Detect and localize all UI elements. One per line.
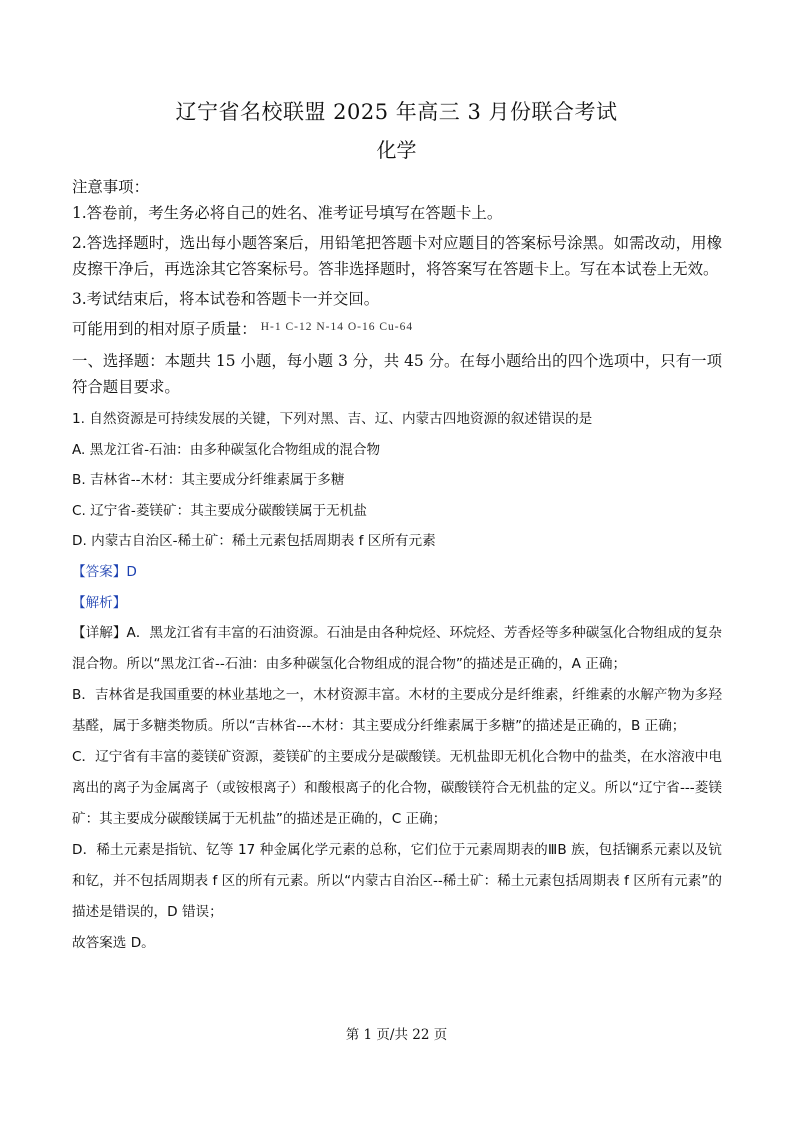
atomic-mass-values: H-1 C-12 N-14 O-16 Cu-64 — [260, 321, 414, 333]
question-1-option-b: B. 吉林省--木材：其主要成分纤维素属于多糖 — [72, 472, 345, 489]
question-1-stem: 1. 自然资源是可持续发展的关键，下列对黑、吉、辽、内蒙古四地资源的叙述错误的是 — [72, 411, 593, 427]
exam-subject: 化学 — [376, 138, 417, 162]
notice-item-1: 1.答卷前，考生务必将自己的姓名、准考证号填写在答题卡上。 — [72, 204, 503, 222]
analysis-tag: 【解析】 — [72, 594, 127, 611]
notice-item-3: 3.考试结束后，将本试卷和答题卡一并交回。 — [72, 290, 380, 308]
detail-c: C．辽宁省有丰富的菱镁矿资源，菱镁矿的主要成分是碳酸镁。无机盐即无机化合物中的盐类，在水溶液中电离出的离子为金属离子（或铵根离子）和酸根离子的化合物，碳酸镁符合无机盐的定义。所以“辽宁省---菱镁矿：其主要成分碳酸镁属于无机盐”的描述是正确的，C 正确； — [72, 749, 722, 828]
page-number: 第 1 页/共 22 页 — [345, 1027, 448, 1043]
atomic-mass-label: 可能用到的相对原子质量： — [72, 320, 257, 338]
atomic-mass-line — [72, 316, 722, 344]
question-1-option-d: D. 内蒙古自治区-稀土矿：稀土元素包括周期表 f 区所有元素 — [72, 533, 436, 550]
detail-d: D．稀土元素是指钪、钇等 17 种金属化学元素的总称，它们位于元素周期表的ⅢB 族，包括镧系元素以及钪和钇，并不包括周期表 f 区的所有元素。所以“内蒙古自治区--稀土矿：稀土元素包括周期表 f 区所有元素”的描述是错误的，D 错误； — [72, 842, 722, 921]
notice-item-2: 2.答选择题时，选出每小题答案后，用铅笔把答题卡对应题目的答案标号涂黑。如需改动，用橡皮擦干净后，再选涂其它答案标号。答非选择题时，将答案写在答题卡上。写在本试卷上无效。 — [72, 234, 722, 278]
answer-tag: 【答案】D — [72, 563, 137, 580]
section-heading: 一、选择题：本题共 15 小题，每小题 3 分，共 45 分。在每小题给出的四个选项中，只有一项符合题目要求。 — [72, 352, 722, 396]
question-1-option-a: A. 黑龙江省-石油：由多种碳氢化合物组成的混合物 — [72, 441, 381, 458]
notice-heading: 注意事项： — [72, 178, 149, 196]
answer-conclusion: 故答案选 D。 — [72, 935, 155, 952]
exam-body — [72, 174, 722, 959]
question-1-option-c: C. 辽宁省-菱镁矿：其主要成分碳酸镁属于无机盐 — [72, 502, 367, 519]
detail-a: 【详解】A．黑龙江省有丰富的石油资源。石油是由各种烷烃、环烷烃、芳香烃等多种碳氢化合物组成的复杂混合物。所以“黑龙江省--石油：由多种碳氢化合物组成的混合物”的描述是正确的，A 正确； — [72, 625, 722, 673]
detail-b: B．吉林省是我国重要的林业基地之一，木材资源丰富。木材的主要成分是纤维素，纤维素的水解产物为多羟基醛，属于多糖类物质。所以“吉林省---木材：其主要成分纤维素属于多糖”的描述是正确的，B 正确； — [72, 687, 722, 735]
exam-title: 辽宁省名校联盟 2025 年高三 3 月份联合考试 — [175, 100, 618, 124]
